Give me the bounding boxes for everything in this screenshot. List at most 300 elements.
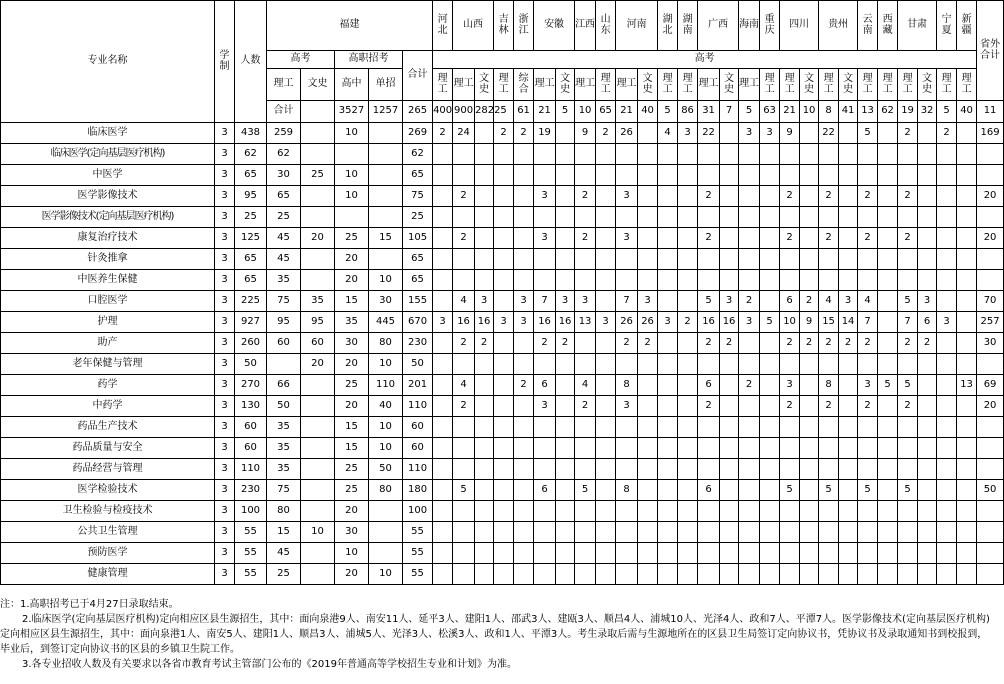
table-cell: 400 xyxy=(433,101,453,123)
table-cell: 2 xyxy=(575,396,596,417)
table-cell xyxy=(433,249,453,270)
table-cell: 230 xyxy=(235,480,267,501)
table-cell: 31 xyxy=(698,101,720,123)
table-cell xyxy=(596,396,616,417)
table-cell xyxy=(658,333,678,354)
table-cell xyxy=(898,144,918,165)
header-province-subject: 文史 xyxy=(638,69,658,101)
table-cell xyxy=(780,417,800,438)
table-cell: 32 xyxy=(918,101,937,123)
table-cell: 45 xyxy=(267,543,301,564)
table-cell xyxy=(534,354,556,375)
table-cell: 2 xyxy=(575,228,596,249)
table-cell xyxy=(453,438,475,459)
table-cell xyxy=(556,375,575,396)
table-cell xyxy=(534,438,556,459)
table-cell xyxy=(494,270,514,291)
table-cell: 25 xyxy=(335,480,369,501)
table-cell xyxy=(878,438,898,459)
table-cell xyxy=(575,144,596,165)
major-name-cell: 药品生产技术 xyxy=(1,417,215,438)
header-province-subject: 理工 xyxy=(819,69,839,101)
table-cell xyxy=(698,543,720,564)
table-cell: 5 xyxy=(453,480,475,501)
table-cell xyxy=(800,417,819,438)
table-cell xyxy=(720,186,739,207)
table-cell xyxy=(453,249,475,270)
table-cell xyxy=(898,501,918,522)
table-cell xyxy=(556,417,575,438)
table-cell xyxy=(453,417,475,438)
table-cell xyxy=(760,228,780,249)
table-cell xyxy=(918,228,937,249)
table-cell: 75 xyxy=(267,480,301,501)
table-cell: 50 xyxy=(369,459,403,480)
table-cell xyxy=(638,480,658,501)
table-cell xyxy=(534,564,556,585)
table-cell: 19 xyxy=(898,101,918,123)
table-cell: 3 xyxy=(720,291,739,312)
table-cell: 3 xyxy=(215,144,235,165)
table-cell xyxy=(596,417,616,438)
table-cell xyxy=(819,564,839,585)
major-name-cell: 康复治疗技术 xyxy=(1,228,215,249)
table-cell xyxy=(678,144,698,165)
table-cell xyxy=(720,228,739,249)
table-cell xyxy=(514,564,534,585)
table-cell: 5 xyxy=(760,312,780,333)
table-cell: 13 xyxy=(858,101,878,123)
table-cell xyxy=(658,228,678,249)
table-cell xyxy=(977,270,1004,291)
table-cell xyxy=(957,186,977,207)
table-cell: 13 xyxy=(957,375,977,396)
table-cell: 110 xyxy=(369,375,403,396)
table-cell: 3 xyxy=(616,186,638,207)
table-cell xyxy=(839,480,858,501)
table-cell: 2 xyxy=(858,228,878,249)
major-name-cell: 药品质量与安全 xyxy=(1,438,215,459)
table-cell: 30 xyxy=(369,291,403,312)
table-cell xyxy=(514,417,534,438)
table-cell: 16 xyxy=(453,312,475,333)
table-cell xyxy=(977,543,1004,564)
table-cell xyxy=(658,249,678,270)
table-cell: 2 xyxy=(698,396,720,417)
table-cell: 7 xyxy=(616,291,638,312)
table-cell: 2 xyxy=(898,396,918,417)
table-cell: 3 xyxy=(839,291,858,312)
table-cell: 3 xyxy=(215,354,235,375)
table-cell xyxy=(638,123,658,144)
table-cell xyxy=(494,144,514,165)
table-cell xyxy=(839,438,858,459)
table-cell xyxy=(839,207,858,228)
table-cell xyxy=(839,228,858,249)
table-cell xyxy=(937,522,957,543)
table-cell: 50 xyxy=(403,354,433,375)
table-cell xyxy=(475,459,494,480)
table-cell: 20 xyxy=(335,354,369,375)
table-cell xyxy=(453,144,475,165)
table-cell xyxy=(918,459,937,480)
table-cell xyxy=(575,354,596,375)
table-cell xyxy=(760,396,780,417)
major-name-cell: 公共卫生管理 xyxy=(1,522,215,543)
table-cell xyxy=(638,438,658,459)
table-cell: 2 xyxy=(918,333,937,354)
table-cell xyxy=(698,459,720,480)
table-cell xyxy=(800,270,819,291)
table-cell xyxy=(369,249,403,270)
table-cell xyxy=(957,522,977,543)
table-cell xyxy=(698,564,720,585)
table-cell xyxy=(739,354,760,375)
table-cell: 3 xyxy=(475,291,494,312)
header-province-subject: 文史 xyxy=(720,69,739,101)
table-cell xyxy=(878,396,898,417)
table-cell xyxy=(475,186,494,207)
table-cell: 2 xyxy=(453,228,475,249)
table-cell xyxy=(638,144,658,165)
table-cell xyxy=(369,522,403,543)
table-cell xyxy=(918,270,937,291)
header-province-subject: 理工 xyxy=(494,69,514,101)
table-cell xyxy=(433,564,453,585)
table-cell: 15 xyxy=(819,312,839,333)
table-cell xyxy=(638,396,658,417)
table-row xyxy=(1,543,1004,564)
table-cell xyxy=(514,354,534,375)
table-cell xyxy=(556,522,575,543)
table-cell xyxy=(301,396,335,417)
table-cell: 2 xyxy=(819,228,839,249)
table-cell xyxy=(839,144,858,165)
table-cell: 1257 xyxy=(369,101,403,123)
table-cell: 3 xyxy=(215,564,235,585)
table-cell xyxy=(739,543,760,564)
table-cell xyxy=(800,354,819,375)
table-cell xyxy=(720,396,739,417)
table-cell xyxy=(957,291,977,312)
table-cell: 2 xyxy=(514,123,534,144)
table-cell xyxy=(957,417,977,438)
table-cell: 3 xyxy=(556,291,575,312)
table-cell xyxy=(878,459,898,480)
table-cell xyxy=(556,459,575,480)
table-cell: 25 xyxy=(267,564,301,585)
table-cell xyxy=(858,144,878,165)
table-cell: 86 xyxy=(678,101,698,123)
table-cell: 2 xyxy=(534,333,556,354)
table-cell: 2822 xyxy=(475,101,494,123)
table-cell xyxy=(720,501,739,522)
table-cell: 65 xyxy=(403,165,433,186)
table-cell xyxy=(937,270,957,291)
table-cell xyxy=(433,480,453,501)
table-cell: 110 xyxy=(403,396,433,417)
table-row xyxy=(1,249,1004,270)
table-cell xyxy=(800,375,819,396)
table-cell xyxy=(878,312,898,333)
table-cell: 5 xyxy=(658,101,678,123)
table-cell: 2 xyxy=(819,186,839,207)
table-cell xyxy=(575,207,596,228)
table-cell xyxy=(698,165,720,186)
table-cell xyxy=(267,354,301,375)
major-name-cell: 中医学 xyxy=(1,165,215,186)
table-cell xyxy=(760,417,780,438)
table-cell: 16 xyxy=(556,312,575,333)
table-cell xyxy=(369,186,403,207)
table-cell xyxy=(514,249,534,270)
major-name-cell: 医学检验技术 xyxy=(1,480,215,501)
table-cell xyxy=(534,249,556,270)
table-cell xyxy=(937,186,957,207)
table-cell xyxy=(800,501,819,522)
table-cell xyxy=(433,144,453,165)
table-cell: 3 xyxy=(215,543,235,564)
table-cell xyxy=(878,480,898,501)
table-cell: 55 xyxy=(403,522,433,543)
table-cell xyxy=(301,249,335,270)
table-cell xyxy=(720,375,739,396)
major-name-cell: 临床医学 xyxy=(1,123,215,144)
table-cell xyxy=(819,249,839,270)
table-cell xyxy=(780,165,800,186)
table-cell: 25 xyxy=(335,459,369,480)
table-cell: 110 xyxy=(403,459,433,480)
table-cell: 259 xyxy=(267,123,301,144)
table-row xyxy=(1,333,1004,354)
table-cell: 5 xyxy=(858,480,878,501)
table-cell: 5 xyxy=(858,123,878,144)
table-cell xyxy=(760,459,780,480)
table-cell: 55 xyxy=(235,543,267,564)
table-cell xyxy=(494,333,514,354)
major-name-cell: 中药学 xyxy=(1,396,215,417)
table-cell: 3 xyxy=(918,291,937,312)
table-cell xyxy=(575,522,596,543)
table-cell: 2 xyxy=(720,333,739,354)
table-cell: 10 xyxy=(335,123,369,144)
table-cell xyxy=(898,417,918,438)
table-cell: 60 xyxy=(403,438,433,459)
table-cell xyxy=(720,207,739,228)
table-cell xyxy=(937,144,957,165)
table-cell xyxy=(556,186,575,207)
table-cell xyxy=(494,480,514,501)
major-name-cell: 医学影像技术(定向基层医疗机构) xyxy=(1,207,215,228)
table-cell: 3 xyxy=(215,249,235,270)
table-cell xyxy=(720,564,739,585)
table-cell xyxy=(514,144,534,165)
table-cell xyxy=(556,438,575,459)
table-cell xyxy=(433,522,453,543)
table-cell xyxy=(638,522,658,543)
table-cell: 35 xyxy=(301,291,335,312)
table-cell xyxy=(596,543,616,564)
table-cell: 10 xyxy=(335,543,369,564)
table-cell: 9 xyxy=(800,312,819,333)
table-cell: 3 xyxy=(215,270,235,291)
table-cell: 26 xyxy=(638,312,658,333)
header-province-subject: 理工 xyxy=(453,69,475,101)
table-cell xyxy=(898,354,918,375)
table-cell: 4 xyxy=(575,375,596,396)
table-cell xyxy=(301,207,335,228)
major-name-cell: 老年保健与管理 xyxy=(1,354,215,375)
table-cell xyxy=(937,333,957,354)
table-cell: 8 xyxy=(819,375,839,396)
table-cell: 65 xyxy=(596,101,616,123)
table-cell xyxy=(720,165,739,186)
table-cell: 3 xyxy=(658,312,678,333)
table-cell: 62 xyxy=(267,144,301,165)
table-cell: 25 xyxy=(335,375,369,396)
header-province-subject: 理工 xyxy=(739,69,760,101)
table-cell xyxy=(977,417,1004,438)
table-cell xyxy=(977,144,1004,165)
table-cell: 225 xyxy=(235,291,267,312)
table-cell xyxy=(819,543,839,564)
table-cell xyxy=(475,228,494,249)
table-cell xyxy=(596,207,616,228)
table-cell: 105 xyxy=(403,228,433,249)
table-cell xyxy=(658,459,678,480)
table-cell: 230 xyxy=(403,333,433,354)
table-cell xyxy=(575,501,596,522)
table-cell xyxy=(453,270,475,291)
table-cell xyxy=(301,270,335,291)
table-cell: 2 xyxy=(839,333,858,354)
table-cell: 70 xyxy=(977,291,1004,312)
major-name-cell: 临床医学(定向基层医疗机构) xyxy=(1,144,215,165)
table-cell: 26 xyxy=(616,312,638,333)
table-cell xyxy=(616,501,638,522)
table-cell xyxy=(898,165,918,186)
table-cell xyxy=(575,438,596,459)
table-cell: 3 xyxy=(534,186,556,207)
table-cell xyxy=(977,522,1004,543)
table-cell xyxy=(658,522,678,543)
table-cell xyxy=(739,459,760,480)
table-cell xyxy=(819,522,839,543)
table-cell xyxy=(433,186,453,207)
table-cell xyxy=(616,165,638,186)
header-row-provinces xyxy=(1,1,1004,51)
table-cell xyxy=(957,144,977,165)
table-cell: 4 xyxy=(819,291,839,312)
table-cell xyxy=(819,459,839,480)
table-row xyxy=(1,522,1004,543)
table-cell xyxy=(957,123,977,144)
table-cell: 15 xyxy=(369,228,403,249)
table-cell xyxy=(658,354,678,375)
table-cell xyxy=(638,186,658,207)
table-cell: 40 xyxy=(638,101,658,123)
table-cell: 65 xyxy=(403,270,433,291)
table-cell xyxy=(453,354,475,375)
table-cell xyxy=(800,144,819,165)
table-cell: 22 xyxy=(698,123,720,144)
table-cell xyxy=(937,396,957,417)
note-2: 2.临床医学(定向基层医疗机构)定向相应区县生源招生，其中：面向泉港9人、南安11人、延平3人、建阳1人、邵武3人、建瓯3人、顺昌4人、浦城10人、光泽4人、政和7人、平潭7人。医学影像技术(定向基层医疗机构)定向相应区县生源招生，其中：面向泉港1人、南安5人、建阳1人、顺昌3人、浦城5人、光泽3人、松溪3人、政和1人、平潭3人。考生录取后需与生源地所在的区县卫生局签订定向协议书，凭协议书及录取通知书到校报到，毕业后，到签订定向协议书的区县的乡镇卫生院工作。 xyxy=(0,614,990,655)
table-cell xyxy=(433,543,453,564)
table-cell xyxy=(453,543,475,564)
table-cell xyxy=(494,354,514,375)
table-cell xyxy=(898,522,918,543)
table-cell xyxy=(957,396,977,417)
table-cell xyxy=(937,291,957,312)
major-name-cell: 卫生检验与检疫技术 xyxy=(1,501,215,522)
table-cell xyxy=(918,375,937,396)
table-cell xyxy=(433,165,453,186)
table-cell xyxy=(494,501,514,522)
table-cell xyxy=(433,207,453,228)
table-row xyxy=(1,186,1004,207)
table-cell: 3 xyxy=(739,123,760,144)
table-cell: 3 xyxy=(215,501,235,522)
table-cell xyxy=(760,564,780,585)
table-cell: 5 xyxy=(898,291,918,312)
table-cell: 2 xyxy=(453,333,475,354)
table-cell xyxy=(739,438,760,459)
header-province: 重庆 xyxy=(760,1,780,51)
table-cell: 2 xyxy=(596,123,616,144)
table-cell xyxy=(858,417,878,438)
header-province-subject: 理工 xyxy=(658,69,678,101)
header-fujian: 福建 xyxy=(267,1,433,51)
table-cell xyxy=(658,186,678,207)
table-cell: 6 xyxy=(780,291,800,312)
table-cell xyxy=(494,438,514,459)
table-cell: 7 xyxy=(858,312,878,333)
table-cell xyxy=(369,123,403,144)
table-cell xyxy=(494,375,514,396)
table-row xyxy=(1,228,1004,249)
major-name-cell: 中医养生保健 xyxy=(1,270,215,291)
table-cell xyxy=(369,144,403,165)
table-row xyxy=(1,291,1004,312)
table-cell xyxy=(658,270,678,291)
table-cell xyxy=(678,228,698,249)
table-cell xyxy=(780,354,800,375)
table-cell xyxy=(760,144,780,165)
header-province-subject: 文史 xyxy=(918,69,937,101)
table-cell xyxy=(918,249,937,270)
table-cell: 3 xyxy=(494,312,514,333)
table-cell xyxy=(433,438,453,459)
table-cell xyxy=(739,144,760,165)
table-cell xyxy=(858,438,878,459)
table-cell: 65 xyxy=(403,249,433,270)
table-cell: 2 xyxy=(453,186,475,207)
table-cell xyxy=(494,564,514,585)
table-cell xyxy=(720,270,739,291)
table-cell: 50 xyxy=(977,480,1004,501)
table-cell: 20 xyxy=(335,249,369,270)
table-cell xyxy=(957,333,977,354)
table-cell xyxy=(937,480,957,501)
table-cell xyxy=(678,186,698,207)
table-cell: 4 xyxy=(453,291,475,312)
table-cell: 2 xyxy=(494,123,514,144)
major-name-cell: 健康管理 xyxy=(1,564,215,585)
table-cell: 3 xyxy=(616,396,638,417)
header-province: 新疆 xyxy=(957,1,977,51)
table-cell xyxy=(957,543,977,564)
